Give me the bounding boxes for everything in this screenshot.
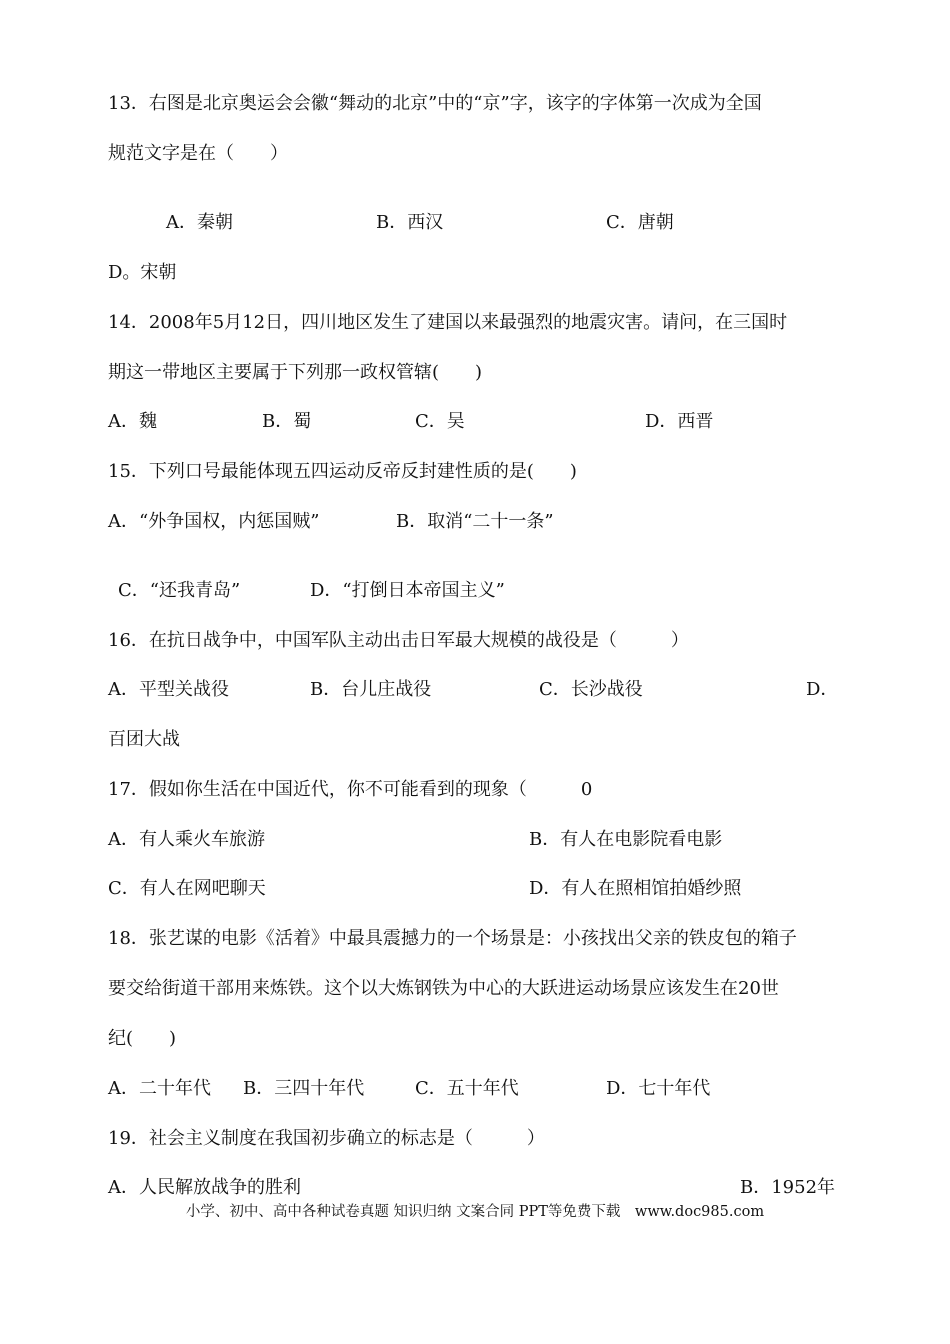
q15-stem: 15．下列口号最能体现五四运动反帝反封建性质的是( ) [108,461,577,482]
q13-option-d: D。宋朝 [108,262,177,283]
q17-option-c: C．有人在网吧聊天 [108,878,266,899]
q17-option-b: B．有人在电影院看电影 [529,829,723,850]
q18-option-b: B．三四十年代 [243,1078,365,1099]
q15-option-c: C．“还我青岛” [118,580,241,601]
q14-option-d: D．西晋 [645,411,714,432]
q13-option-c: C．唐朝 [606,212,674,233]
q18-stem-line1: 18．张艺谋的电影《活着》中最具震撼力的一个场景是：小孩找出父亲的铁皮包的箱子 [108,928,797,949]
q18-stem-line2: 要交给街道干部用来炼铁。这个以大炼钢铁为中心的大跃进运动场景应该发生在20世 [108,978,779,999]
q16-stem: 16．在抗日战争中，中国军队主动出击日军最大规模的战役是（ ） [108,630,689,651]
q17-option-d: D．有人在照相馆拍婚纱照 [529,878,742,899]
q13-option-a: A．秦朝 [166,212,233,233]
q14-stem-line2: 期这一带地区主要属于下列那一政权管辖( ) [108,362,483,383]
q15-option-b: B．取消“二十一条” [396,511,554,532]
q19-option-a: A．人民解放战争的胜利 [108,1177,301,1198]
q17-option-a: A．有人乘火车旅游 [108,829,265,850]
q16-option-b: B．台儿庄战役 [310,679,432,700]
q15-option-a: A．“外争国权，内惩国贼” [108,511,320,532]
q18-option-d: D．七十年代 [606,1078,711,1099]
q19-option-b: B．1952年 [740,1177,836,1198]
q14-option-a: A．魏 [108,411,157,432]
q14-option-c: C．吴 [415,411,465,432]
q14-option-b: B．蜀 [262,411,312,432]
q14-stem-line1: 14．2008年5月12日，四川地区发生了建国以来最强烈的地震灾害。请问，在三国时 [108,312,788,333]
page-footer: 小学、初中、高中各种试卷真题 知识归纳 文案合同 PPT等免费下载 www.doc985.com [185,1204,765,1220]
q15-option-d: D．“打倒日本帝国主义” [310,580,505,601]
q13-stem-line1: 13．右图是北京奥运会会徽“舞动的北京”中的“京”字，该字的字体第一次成为全国 [108,93,762,114]
q16-option-d-label: D． [806,679,839,700]
q16-option-a: A．平型关战役 [108,679,229,700]
q18-stem-line3: 纪( ) [108,1028,177,1049]
q17-stem: 17．假如你生活在中国近代，你不可能看到的现象（ 0 [108,779,593,800]
q13-option-b: B．西汉 [376,212,444,233]
q19-stem: 19．社会主义制度在我国初步确立的标志是（ ） [108,1128,545,1149]
q16-option-d-text: 百团大战 [108,729,180,750]
q18-option-c: C．五十年代 [415,1078,519,1099]
q13-stem-line2: 规范文字是在（ ） [108,143,288,164]
q18-option-a: A．二十年代 [108,1078,211,1099]
q16-option-c: C．长沙战役 [539,679,643,700]
